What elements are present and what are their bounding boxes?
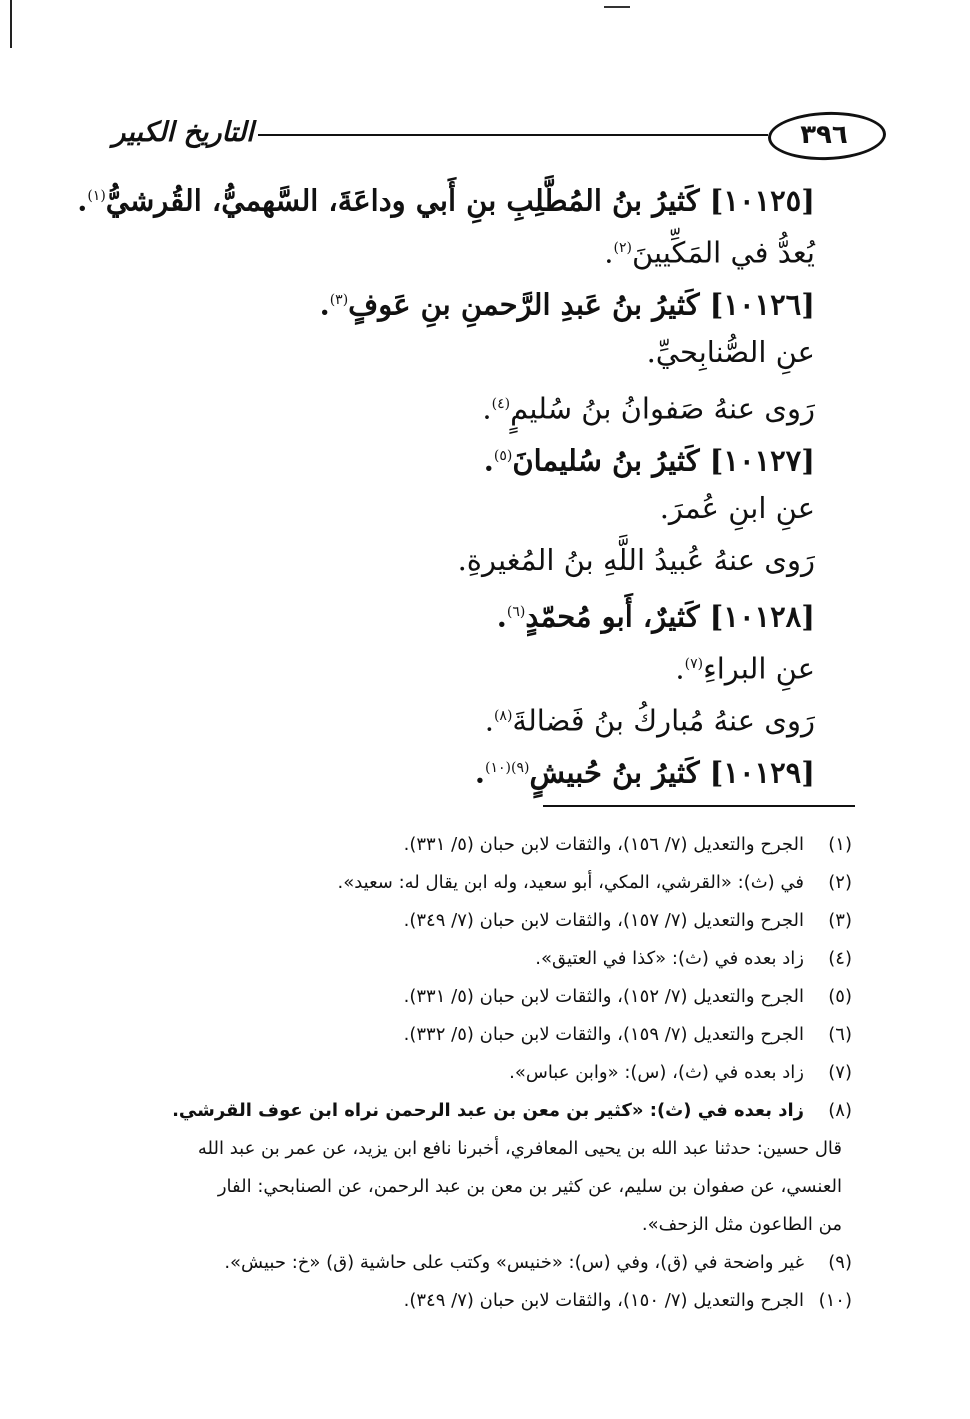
entry-line <box>115 638 815 690</box>
entry-text: رَوى عنهُ صَفوانُ بنُ سُليمٍ <box>510 391 815 426</box>
entry-text: كَثيرٌ، أَبو مُحمّدٍ <box>525 599 700 634</box>
footnote-text: الجرح والتعديل (٧/ ١٥٩)، والثقات لابن حبان (٥/ ٣٣٢). <box>403 1024 804 1045</box>
footnote-continuation-line: من الطاعون مثل الزحف». <box>641 1214 842 1235</box>
entry-end: . <box>483 443 494 478</box>
entry-line <box>115 586 815 638</box>
entry-line <box>115 274 815 326</box>
footnote-ref: (٧) <box>684 656 704 672</box>
footnote-item <box>107 1282 852 1320</box>
entry-end: . <box>319 287 330 322</box>
entry-text: كَثيرُ بنُ سُليمانَ <box>512 443 700 478</box>
footnote-mark: (١٠) <box>818 1290 852 1311</box>
page-number: ٣٩٦ <box>800 120 848 150</box>
footnote-ref: (٤) <box>491 396 511 412</box>
entry-line <box>115 378 815 430</box>
footnote-item <box>107 864 852 902</box>
entry-line <box>115 742 815 794</box>
footnote-ref: (١) <box>87 188 106 204</box>
entry-text: كَثيرُ بنُ المُطَّلِبِ بنِ أَبي وداعَةَ، السَّهميُّ، القُرشيُّ <box>105 183 700 218</box>
entry-end: . <box>659 491 669 525</box>
entry-text: كَثيرُ بنُ حُبيشٍ <box>529 755 700 790</box>
page-edge-line <box>10 0 12 48</box>
entry-text: يُعدُّ في المَكِّيينَ <box>631 235 815 270</box>
entry-number: [١٠١٢٦] <box>709 287 815 322</box>
footnote-ref: (٨) <box>493 708 513 724</box>
footnote-continuation-line: قال حسين: حدثنا عبد الله بن يحيى المعافري، أخبرنا نافع ابن يزيد، عن عمر بن عبد الله <box>197 1138 842 1159</box>
footnote-mark: (٦) <box>828 1024 852 1045</box>
footnote-continuation-line: العنسي، عن صفوان بن سليم، عن كثير بن معن بن عبد الرحمن، عن الصنابحي: الفار <box>217 1176 842 1197</box>
entry-text: كَثيرُ بنُ عَبدِ الرَّحمنِ بنِ عَوفٍ <box>348 287 700 322</box>
entry-line <box>115 430 815 482</box>
top-mark <box>604 6 630 8</box>
footnote-text: زاد بعده في (ث)، (س): «وابن عباس». <box>509 1062 804 1083</box>
entry-end: . <box>604 235 614 270</box>
entry-text: عنِ الصُّنابِحيِّ <box>655 335 815 369</box>
footnote-mark: (٢) <box>828 872 852 893</box>
entry-line <box>115 222 815 274</box>
footnote-separator <box>543 805 855 807</box>
header-rule <box>258 134 768 136</box>
entry-text: رَوى عنهُ مُباركُ بنُ فَضالةَ <box>512 703 815 738</box>
entry-end: . <box>77 183 88 218</box>
footnote-item <box>107 978 852 1016</box>
entry-text: رَوى عنهُ عُبيدُ اللَّهِ بنُ المُغيرةِ <box>466 543 815 577</box>
footnote-mark: (٨) <box>828 1100 852 1121</box>
footnote-mark: (٣) <box>828 910 852 931</box>
main-text <box>77 170 815 794</box>
page-header <box>108 108 878 164</box>
footnote-text: في (ث): «القرشي، المكي، أبو سعيد، وله ابن يقال له: سعيد». <box>337 872 804 893</box>
footnote-item <box>107 1244 852 1282</box>
entry-number: [١٠١٢٩] <box>709 755 815 790</box>
footnote-text: الجرح والتعديل (٧/ ١٥٢)، والثقات لابن حبان (٥/ ٣٣١). <box>403 986 804 1007</box>
footnote-ref: (٥) <box>493 448 513 464</box>
entry-line <box>115 482 815 534</box>
entry-end: . <box>474 755 486 790</box>
footnote-item <box>107 940 852 978</box>
footnote-text: زاد بعده في (ث): «كذا في العتيق». <box>535 948 804 969</box>
entry-text: عنِ ابنِ عُمرَ <box>668 491 815 525</box>
footnote-ref: (٣) <box>329 292 349 308</box>
footnote-item <box>107 826 852 864</box>
entry-end: . <box>457 543 467 577</box>
entry-line <box>115 690 815 742</box>
entry-end: . <box>482 391 492 426</box>
entry-end: . <box>484 703 494 738</box>
footnote-mark: (٥) <box>828 986 852 1007</box>
footnote-mark: (٤) <box>828 948 852 969</box>
entry-number: [١٠١٢٨] <box>709 599 815 634</box>
footnotes <box>107 826 852 1320</box>
entry-line <box>77 170 815 222</box>
footnote-text: زاد بعده في (ث): «كثير بن معن بن عبد الرحمن نراه ابن عوف القرشي. <box>172 1100 804 1121</box>
entry-text: عنِ البراءِ <box>703 651 815 686</box>
footnote-continuation <box>107 1130 852 1244</box>
footnote-ref: (٢) <box>613 240 632 256</box>
entry-number: [١٠١٢٧] <box>709 443 815 478</box>
footnote-text: غير واضحة في (ق)، وفي (س): «خنيس» وكتب على حاشية (ق) «خ: حبيش». <box>224 1252 804 1273</box>
entry-number: [١٠١٢٥] <box>709 183 815 218</box>
entry-line <box>115 534 815 586</box>
footnote-item <box>107 1054 852 1092</box>
footnote-item <box>107 1016 852 1054</box>
footnote-item <box>107 902 852 940</box>
book-title: التاريخ الكبير <box>112 117 254 148</box>
footnote-mark: (١) <box>828 834 852 855</box>
footnote-mark: (٧) <box>828 1062 852 1083</box>
entry-end: . <box>646 335 656 369</box>
entry-line <box>115 326 815 378</box>
footnote-ref: (٩)(١٠) <box>485 760 530 776</box>
entry-end: . <box>675 651 685 686</box>
footnote-text: الجرح والتعديل (٧/ ١٥٦)، والثقات لابن حبان (٥/ ٣٣١). <box>403 834 804 855</box>
footnote-item <box>107 1092 852 1130</box>
footnote-mark: (٩) <box>828 1252 852 1273</box>
footnote-ref: (٦) <box>506 604 526 620</box>
footnote-text: الجرح والتعديل (٧/ ١٥٧)، والثقات لابن حبان (٧/ ٣٤٩). <box>403 910 804 931</box>
entry-end: . <box>496 599 507 634</box>
footnote-text: الجرح والتعديل (٧/ ١٥٠)، والثقات لابن حبان (٧/ ٣٤٩). <box>403 1290 804 1311</box>
